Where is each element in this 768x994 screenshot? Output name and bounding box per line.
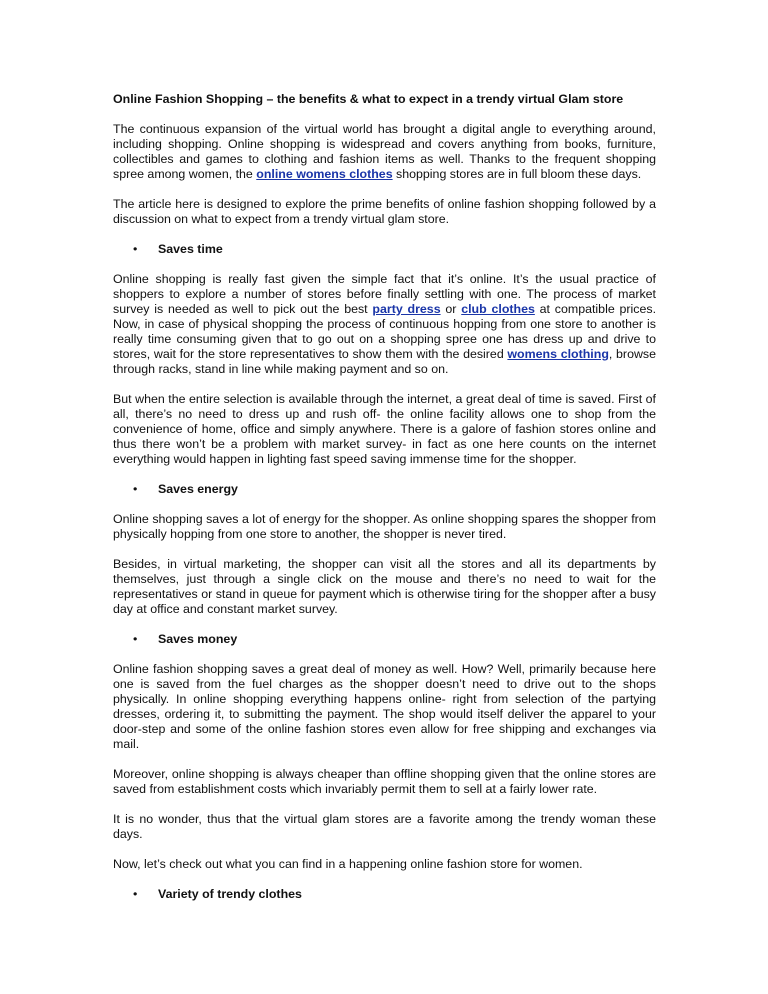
- bullet-icon: •: [133, 242, 138, 256]
- saves-time-paragraph-2: But when the entire selection is available through the internet, a great deal of time is saved. First of all, there’s no need to dress up and rush off- the online facility allows one to shop from the convenience of home, office and simply anywhere. There is a galore of fashion stores online and thus there won’t be a problem with market survey- in fact as one here counts on the internet everything would happen in lighting fast speed saving immense time for the shopper.: [113, 392, 656, 466]
- bullet-icon: •: [133, 887, 138, 901]
- saves-time-text-a: Online shopping is really fast given the simple fact that it’s online. It’s the usual practice of shoppers to explore a number of stores before finally settling with one. The process of market survey is needed as well to pick out the best: [113, 272, 656, 316]
- online-womens-clothes-link[interactable]: online womens clothes: [256, 167, 393, 181]
- saves-money-paragraph-3: It is no wonder, thus that the virtual glam stores are a favorite among the trendy woman these days.: [113, 812, 656, 841]
- saves-time-text-b: at compatible prices. Now, in case of physical shopping the process of continuous hopping from one store to another is really time consuming given that to go out on a shopping spree one has dress up and drive to stores, wait for the store representatives to show them with the desired: [113, 302, 657, 361]
- saves-time-text-mid: or: [440, 302, 462, 316]
- document-page: [113, 92, 656, 917]
- bullet-icon: •: [133, 632, 138, 646]
- womens-clothing-link[interactable]: womens clothing: [507, 347, 609, 361]
- document-title: Online Fashion Shopping – the benefits & what to expect in a trendy virtual Glam store: [113, 92, 624, 106]
- saves-money-paragraph-4: Now, let’s check out what you can find in a happening online fashion store for women.: [113, 857, 583, 871]
- bullet-icon: •: [133, 482, 138, 496]
- variety-heading: [113, 887, 656, 902]
- party-dress-link[interactable]: party dress: [372, 302, 441, 316]
- saves-money-heading: [113, 632, 656, 647]
- saves-energy-label: Saves energy: [158, 482, 238, 496]
- intro-text-b: shopping stores are in full bloom these days.: [392, 167, 642, 181]
- intro-paragraph-1: [113, 122, 656, 182]
- variety-label: Variety of trendy clothes: [158, 887, 302, 901]
- saves-energy-heading: [113, 482, 656, 497]
- saves-time-label: Saves time: [158, 242, 223, 256]
- intro-text-a: The continuous expansion of the virtual world has brought a digital angle to everything around, including shopping. Online shopping is widespread and covers anything from books, furniture, collectibles and games to clothing and fashion items as well. Thanks to the frequent shopping spree among women, the: [113, 122, 656, 181]
- club-clothes-link[interactable]: club clothes: [461, 302, 535, 316]
- saves-time-heading: [113, 242, 656, 257]
- saves-time-text-c: , browse through racks, stand in line while making payment and so on.: [113, 347, 656, 376]
- saves-time-paragraph-1: [113, 272, 656, 377]
- saves-money-label: Saves money: [158, 632, 238, 646]
- saves-energy-paragraph-1: Online shopping saves a lot of energy for the shopper. As online shopping spares the shopper from physically hopping from one store to another, the shopper is never tired.: [113, 512, 656, 541]
- saves-money-paragraph-2: Moreover, online shopping is always cheaper than offline shopping given that the online stores are saved from establishment costs which invariably permit them to sell at a fairly lower rate.: [113, 767, 656, 796]
- intro-paragraph-2: The article here is designed to explore the prime benefits of online fashion shopping followed by a discussion on what to expect from a trendy virtual glam store.: [113, 197, 656, 226]
- saves-energy-paragraph-2: Besides, in virtual marketing, the shopper can visit all the stores and all its departments by themselves, just through a single click on the mouse and there’s no need to wait for the representatives or stand in queue for payment which is otherwise tiring for the shopper after a busy day at office and constant market survey.: [113, 557, 656, 616]
- saves-money-paragraph-1: Online fashion shopping saves a great deal of money as well. How? Well, primarily because here one is saved from the fuel charges as the shopper doesn’t need to drive out to the shops physically. In online shopping everything happens online- right from selection of the partying dresses, ordering it, to submitting the payment. The shop would itself deliver the apparel to your door-step and some of the online fashion stores even allow for free shipping and exchanges via mail.: [113, 662, 656, 751]
